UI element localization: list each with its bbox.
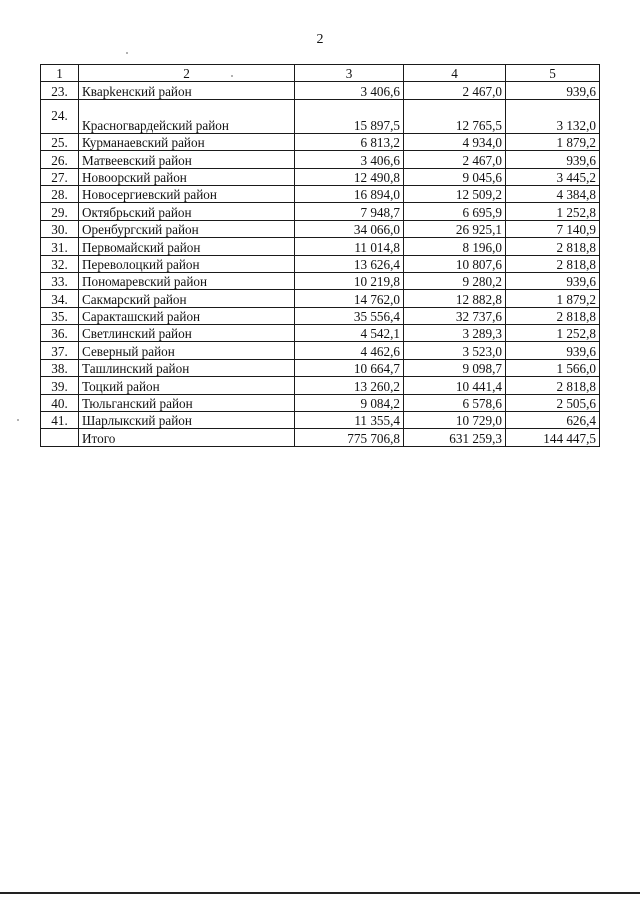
value-col3: 16 894,0: [295, 185, 404, 202]
value-col5: 939,6: [506, 82, 600, 99]
value-col5: 1 879,2: [506, 133, 600, 150]
value-col4: 9 280,2: [404, 272, 506, 289]
value-col3: 3 406,6: [295, 151, 404, 168]
table-row: [41, 220, 600, 237]
value-col3: 35 556,4: [295, 307, 404, 324]
district-name: Северный район: [79, 342, 295, 359]
table-row: [41, 238, 600, 255]
district-name: Новосергиевский район: [79, 185, 295, 202]
value-col3: 10 219,8: [295, 272, 404, 289]
row-number: 27.: [41, 168, 79, 185]
row-number: 32.: [41, 255, 79, 272]
table-row: [41, 151, 600, 168]
row-number: 26.: [41, 151, 79, 168]
value-col4: 4 934,0: [404, 133, 506, 150]
value-col4: 3 289,3: [404, 325, 506, 342]
row-number: 30.: [41, 220, 79, 237]
row-number: 34.: [41, 290, 79, 307]
value-col5: 2 505,6: [506, 394, 600, 411]
district-name: Саракташский район: [79, 307, 295, 324]
page-bottom-edge: [0, 892, 640, 894]
district-name: Тюльганский район: [79, 394, 295, 411]
district-name: Ташлинский район: [79, 359, 295, 376]
value-col5: 1 566,0: [506, 359, 600, 376]
table-row: [41, 82, 600, 99]
value-col3: 6 813,2: [295, 133, 404, 150]
district-name: Матвеевский район: [79, 151, 295, 168]
row-number: 31.: [41, 238, 79, 255]
district-name: Пономаревский район: [79, 272, 295, 289]
value-col5: 1 252,8: [506, 325, 600, 342]
table-row: [41, 325, 600, 342]
table-row: [41, 133, 600, 150]
table-row: [41, 290, 600, 307]
district-name: Октябрьский район: [79, 203, 295, 220]
value-col4: 10 729,0: [404, 412, 506, 429]
district-name: Курманаевский район: [79, 133, 295, 150]
total-col3: 775 706,8: [295, 429, 404, 446]
district-name: Оренбургский район: [79, 220, 295, 237]
value-col3: 9 084,2: [295, 394, 404, 411]
value-col5: 3 132,0: [506, 99, 600, 133]
value-col3: 14 762,0: [295, 290, 404, 307]
value-col4: 32 737,6: [404, 307, 506, 324]
row-number: 25.: [41, 133, 79, 150]
row-number: 28.: [41, 185, 79, 202]
table-row: [41, 203, 600, 220]
total-col5: 144 447,5: [506, 429, 600, 446]
value-col5: 939,6: [506, 342, 600, 359]
value-col5: 939,6: [506, 151, 600, 168]
row-number: 39.: [41, 377, 79, 394]
value-col5: 2 818,8: [506, 255, 600, 272]
column-header-1: 1: [41, 65, 79, 82]
row-number: 40.: [41, 394, 79, 411]
column-header-4: 4: [404, 65, 506, 82]
district-name: Первомайский район: [79, 238, 295, 255]
value-col3: 34 066,0: [295, 220, 404, 237]
table-row: [41, 168, 600, 185]
total-label: Итого: [79, 429, 295, 446]
total-row-number: [41, 429, 79, 446]
value-col5: 2 818,8: [506, 307, 600, 324]
value-col4: 12 765,5: [404, 99, 506, 133]
table-row: [41, 394, 600, 411]
table-row: [41, 255, 600, 272]
value-col5: 2 818,8: [506, 238, 600, 255]
scan-speck: [126, 52, 128, 54]
row-number: 41.: [41, 412, 79, 429]
value-col3: 11 355,4: [295, 412, 404, 429]
value-col3: 10 664,7: [295, 359, 404, 376]
value-col4: 2 467,0: [404, 151, 506, 168]
column-header-5: 5: [506, 65, 600, 82]
value-col3: 3 406,6: [295, 82, 404, 99]
value-col3: 12 490,8: [295, 168, 404, 185]
district-name: Сакмарский район: [79, 290, 295, 307]
value-col4: 26 925,1: [404, 220, 506, 237]
district-table: [40, 64, 600, 447]
value-col4: 6 695,9: [404, 203, 506, 220]
table-row: [41, 307, 600, 324]
value-col3: 11 014,8: [295, 238, 404, 255]
column-header-2: 2: [79, 65, 295, 82]
total-col4: 631 259,3: [404, 429, 506, 446]
value-col3: 13 626,4: [295, 255, 404, 272]
value-col5: 1 252,8: [506, 203, 600, 220]
value-col3: 7 948,7: [295, 203, 404, 220]
value-col4: 9 045,6: [404, 168, 506, 185]
table-row: [41, 359, 600, 376]
row-number: 36.: [41, 325, 79, 342]
column-number-header-row: [41, 65, 600, 82]
scan-speck: [17, 419, 19, 421]
district-name: Тоцкий район: [79, 377, 295, 394]
value-col4: 3 523,0: [404, 342, 506, 359]
value-col4: 10 441,4: [404, 377, 506, 394]
value-col5: 7 140,9: [506, 220, 600, 237]
district-name: Новоорский район: [79, 168, 295, 185]
row-number: 35.: [41, 307, 79, 324]
district-table-container: [40, 64, 599, 447]
row-number: 37.: [41, 342, 79, 359]
value-col5: 2 818,8: [506, 377, 600, 394]
value-col4: 12 882,8: [404, 290, 506, 307]
value-col3: 13 260,2: [295, 377, 404, 394]
row-number: 33.: [41, 272, 79, 289]
column-header-3: 3: [295, 65, 404, 82]
scan-speck: [231, 75, 233, 77]
district-name: Кварkенский район: [79, 82, 295, 99]
district-name: Шарлыкский район: [79, 412, 295, 429]
table-row: [41, 99, 600, 133]
row-number: 23.: [41, 82, 79, 99]
value-col3: 4 462,6: [295, 342, 404, 359]
table-row: [41, 342, 600, 359]
district-name: Светлинский район: [79, 325, 295, 342]
row-number: 24.: [41, 99, 79, 133]
value-col4: 9 098,7: [404, 359, 506, 376]
value-col5: 939,6: [506, 272, 600, 289]
table-row: [41, 377, 600, 394]
row-number: 29.: [41, 203, 79, 220]
value-col4: 2 467,0: [404, 82, 506, 99]
value-col5: 4 384,8: [506, 185, 600, 202]
total-row: [41, 429, 600, 446]
value-col4: 10 807,6: [404, 255, 506, 272]
table-row: [41, 272, 600, 289]
value-col5: 626,4: [506, 412, 600, 429]
value-col5: 1 879,2: [506, 290, 600, 307]
row-number: 38.: [41, 359, 79, 376]
value-col3: 15 897,5: [295, 99, 404, 133]
value-col5: 3 445,2: [506, 168, 600, 185]
value-col3: 4 542,1: [295, 325, 404, 342]
value-col4: 8 196,0: [404, 238, 506, 255]
table-row: [41, 412, 600, 429]
value-col4: 12 509,2: [404, 185, 506, 202]
page-number: 2: [316, 32, 324, 47]
value-col4: 6 578,6: [404, 394, 506, 411]
table-row: [41, 185, 600, 202]
district-name: Красногвардейский район: [79, 99, 295, 133]
district-name: Переволоцкий район: [79, 255, 295, 272]
